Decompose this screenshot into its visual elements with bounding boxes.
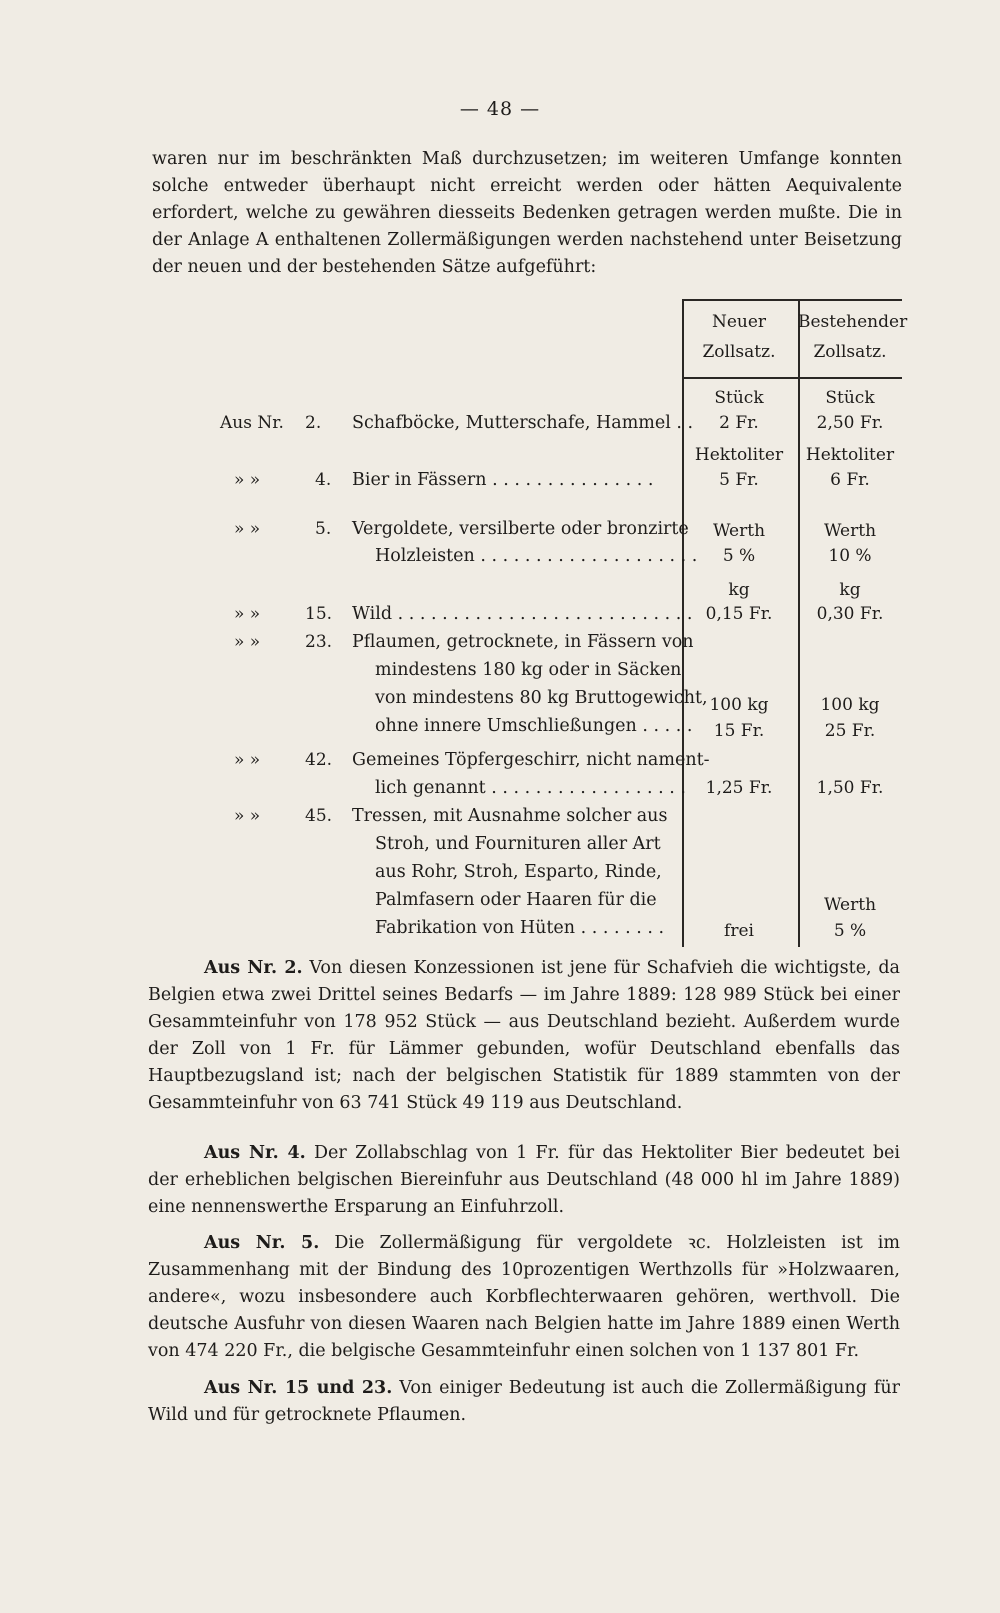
row-unit-old: 100 kg	[820, 695, 880, 715]
row-description: von mindestens 80 kg Bruttogewicht,	[375, 688, 708, 708]
row-value-old: 0,30 Fr.	[816, 604, 884, 624]
paragraph-text: Von einiger Bedeutung ist auch die Zollermäßigung für Wild und für getrocknete Pflaumen.	[148, 1378, 900, 1425]
row-number: 42.	[305, 750, 333, 770]
row-unit-old: Werth	[823, 895, 877, 915]
row-description: Vergoldete, versilberte oder bronzirte	[352, 519, 689, 539]
row-number: 4.	[315, 470, 332, 490]
row-unit-old: Hektoliter	[805, 445, 895, 465]
row-value-old: 2,50 Fr.	[816, 413, 884, 433]
row-value-old: 1,50 Fr.	[816, 778, 884, 798]
page-number: — 48 —	[459, 98, 541, 120]
paragraph-nr-2	[148, 955, 900, 1117]
row-number: 5.	[315, 519, 332, 539]
row-description: mindestens 180 kg oder in Säcken	[375, 660, 682, 680]
paragraph-lead: Aus Nr. 2.	[204, 958, 303, 978]
row-value-old: 10 %	[828, 546, 872, 566]
row-prefix: Aus Nr.	[220, 413, 284, 433]
row-description: Stroh, und Fournituren aller Art	[375, 834, 661, 854]
row-description: aus Rohr, Stroh, Esparto, Rinde,	[375, 862, 662, 882]
header-existing-rate-line1: Bestehender	[798, 312, 908, 332]
paragraph-text: Der Zollabschlag von 1 Fr. für das Hektoliter Bier bedeutet bei der erheblichen belgischen Biereinfuhr aus Deutschland (48 000 hl im Jahre 1889) eine nennenswerthe Ersparung an Einfuhrzoll.	[148, 1143, 900, 1217]
row-description: Fabrikation von Hüten . . . . . . . .	[375, 918, 665, 938]
row-value-new: 2 Fr.	[719, 413, 759, 433]
row-prefix: » »	[234, 604, 261, 624]
row-number: 45.	[305, 806, 333, 826]
paragraph-lead: Aus Nr. 4.	[204, 1143, 306, 1163]
row-value-new: 0,15 Fr.	[705, 604, 773, 624]
row-number: 23.	[305, 632, 333, 652]
row-description: lich genannt . . . . . . . . . . . . . . . . . .	[375, 778, 686, 798]
intro-text: waren nur im beschränkten Maß durchzusetzen; im weiteren Umfange konnten solche entweder überhaupt nicht erreicht werden oder hätten Aequivalente erfordert, welche zu gewähren diesseits Bedenken getragen werden mußte. Die in der Anlage A enthaltenen Zollermäßigungen werden nachstehend unter Beisetzung der neuen und der bestehenden Sätze aufgeführt:	[152, 149, 902, 277]
row-unit-new: Werth	[712, 521, 766, 541]
row-value-new: 5 Fr.	[719, 470, 759, 490]
header-new-rate-line1: Neuer	[711, 312, 767, 332]
paragraph-nr-4	[148, 1140, 900, 1221]
row-value-new: 15 Fr.	[713, 721, 765, 741]
row-value-new: 1,25 Fr.	[705, 778, 773, 798]
row-unit-old: Stück	[825, 388, 875, 408]
paragraph-text: Die Zollermäßigung für vergoldete ꝛc. Holzleisten ist im Zusammenhang mit der Bindung des 10prozentigen Werthzolls für »Holzwaaren, andere«, wozu insbesondere auch Korbflechterwaaren gehören, werthvoll. Die deutsche Ausfuhr von diesen Waaren nach Belgien hatte im Jahre 1889 einen Werth von 474 220 Fr., die belgische Gesammteinfuhr einen solchen von 1 137 801 Fr.	[148, 1233, 900, 1361]
paragraph-lead: Aus Nr. 15 und 23.	[204, 1378, 393, 1398]
row-number: 2.	[305, 413, 322, 433]
paragraph-nr-5	[148, 1230, 900, 1365]
row-unit-new: Hektoliter	[694, 445, 784, 465]
row-prefix: » »	[234, 470, 261, 490]
row-unit-new: kg	[728, 580, 750, 600]
row-unit-new: Stück	[714, 388, 764, 408]
row-prefix: » »	[234, 806, 261, 826]
table-header-rule	[682, 377, 902, 379]
row-value-old: 6 Fr.	[830, 470, 870, 490]
row-description: Schafböcke, Mutterschafe, Hammel . .	[352, 413, 694, 433]
header-existing-rate-line2: Zollsatz.	[813, 342, 887, 362]
row-description: Pflaumen, getrocknete, in Fässern von	[352, 632, 694, 652]
row-prefix: » »	[234, 519, 261, 539]
row-description: ohne innere Umschließungen . . . . .	[375, 716, 693, 736]
row-number: 15.	[305, 604, 333, 624]
row-description: Wild . . . . . . . . . . . . . . . . . . . . . . . . . . .	[352, 604, 693, 624]
row-value-old: 25 Fr.	[824, 721, 876, 741]
row-value-new: frei	[724, 921, 754, 941]
row-unit-new: 100 kg	[709, 695, 769, 715]
table-top-rule	[682, 299, 902, 301]
row-description: Gemeines Töpfergeschirr, nicht nament-	[352, 750, 710, 770]
row-unit-old: kg	[839, 580, 861, 600]
row-description: Palmfasern oder Haaren für die	[375, 890, 657, 910]
row-prefix: » »	[234, 632, 261, 652]
paragraph-lead: Aus Nr. 5.	[204, 1233, 320, 1253]
row-prefix: » »	[234, 750, 261, 770]
row-description: Bier in Fässern . . . . . . . . . . . . . . .	[352, 470, 654, 490]
row-description: Holzleisten . . . . . . . . . . . . . . . . . . . .	[375, 546, 698, 566]
paragraph-text: Von diesen Konzessionen ist jene für Schafvieh die wichtigste, da Belgien etwa zwei Drittel seines Bedarfs — im Jahre 1889: 128 989 Stück bei einer Gesammteinfuhr von 178 952 Stück — aus Deutschland bezieht. Außerdem wurde der Zoll von 1 Fr. für Lämmer gebunden, wofür Deutschland ebenfalls das Hauptbezugsland ist; nach der belgischen Statistik für 1889 stammten von der Gesammteinfuhr von 63 741 Stück 49 119 aus Deutschland.	[148, 958, 900, 1113]
row-value-old: 5 %	[833, 921, 867, 941]
row-value-new: 5 %	[722, 546, 756, 566]
header-new-rate-line2: Zollsatz.	[702, 342, 776, 362]
paragraph-nr-15-23	[148, 1375, 900, 1429]
row-description: Tressen, mit Ausnahme solcher aus	[352, 806, 668, 826]
row-unit-old: Werth	[823, 521, 877, 541]
